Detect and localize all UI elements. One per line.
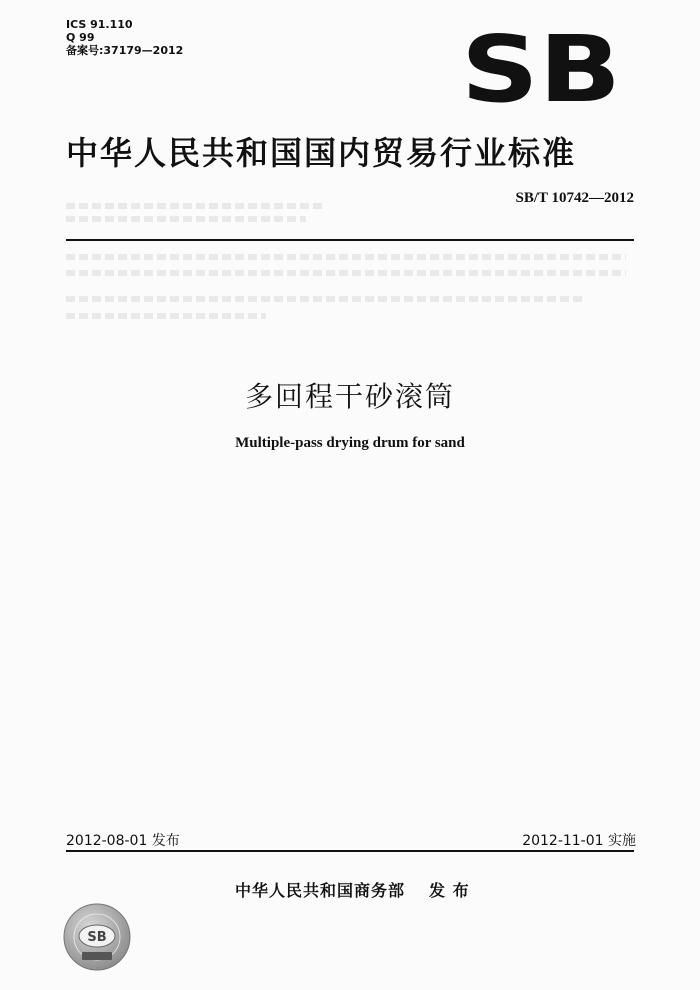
footer-rule: [66, 850, 634, 852]
standard-number: SB/T 10742—2012: [515, 190, 634, 206]
bleed-through-line: [66, 296, 586, 302]
issuer-name: 中华人民共和国商务部: [235, 881, 406, 900]
stamp-emblem-text: SB: [87, 930, 107, 945]
header-metadata: [66, 18, 183, 57]
bleed-through-line: [66, 254, 626, 260]
bleed-through-line: [66, 313, 266, 319]
record-number: 备案号:37179—2012: [66, 44, 184, 57]
issuer-line: [235, 878, 470, 901]
implementation-date: 2012-11-01 实施: [522, 833, 636, 849]
bleed-through-line: [66, 216, 306, 222]
standard-category-title: 中华人民共和国国内贸易行业标准: [66, 134, 577, 172]
bleed-through-line: [66, 270, 626, 276]
sb-logo-text: SB: [461, 30, 621, 108]
document-title-cn: 多回程干砂滚筒: [244, 380, 455, 413]
issuer-action: 发 布: [429, 881, 470, 900]
header-rule: [66, 239, 634, 241]
anti-counterfeit-stamp: [62, 902, 132, 972]
issue-date: 2012-08-01 发布: [66, 833, 180, 849]
document-title-en: Multiple-pass drying drum for sand: [235, 435, 465, 451]
bleed-through-line: [66, 203, 326, 209]
classification-code: Q 99: [66, 31, 95, 44]
sb-logo: [458, 30, 624, 108]
ics-code: ICS 91.110: [66, 18, 133, 31]
